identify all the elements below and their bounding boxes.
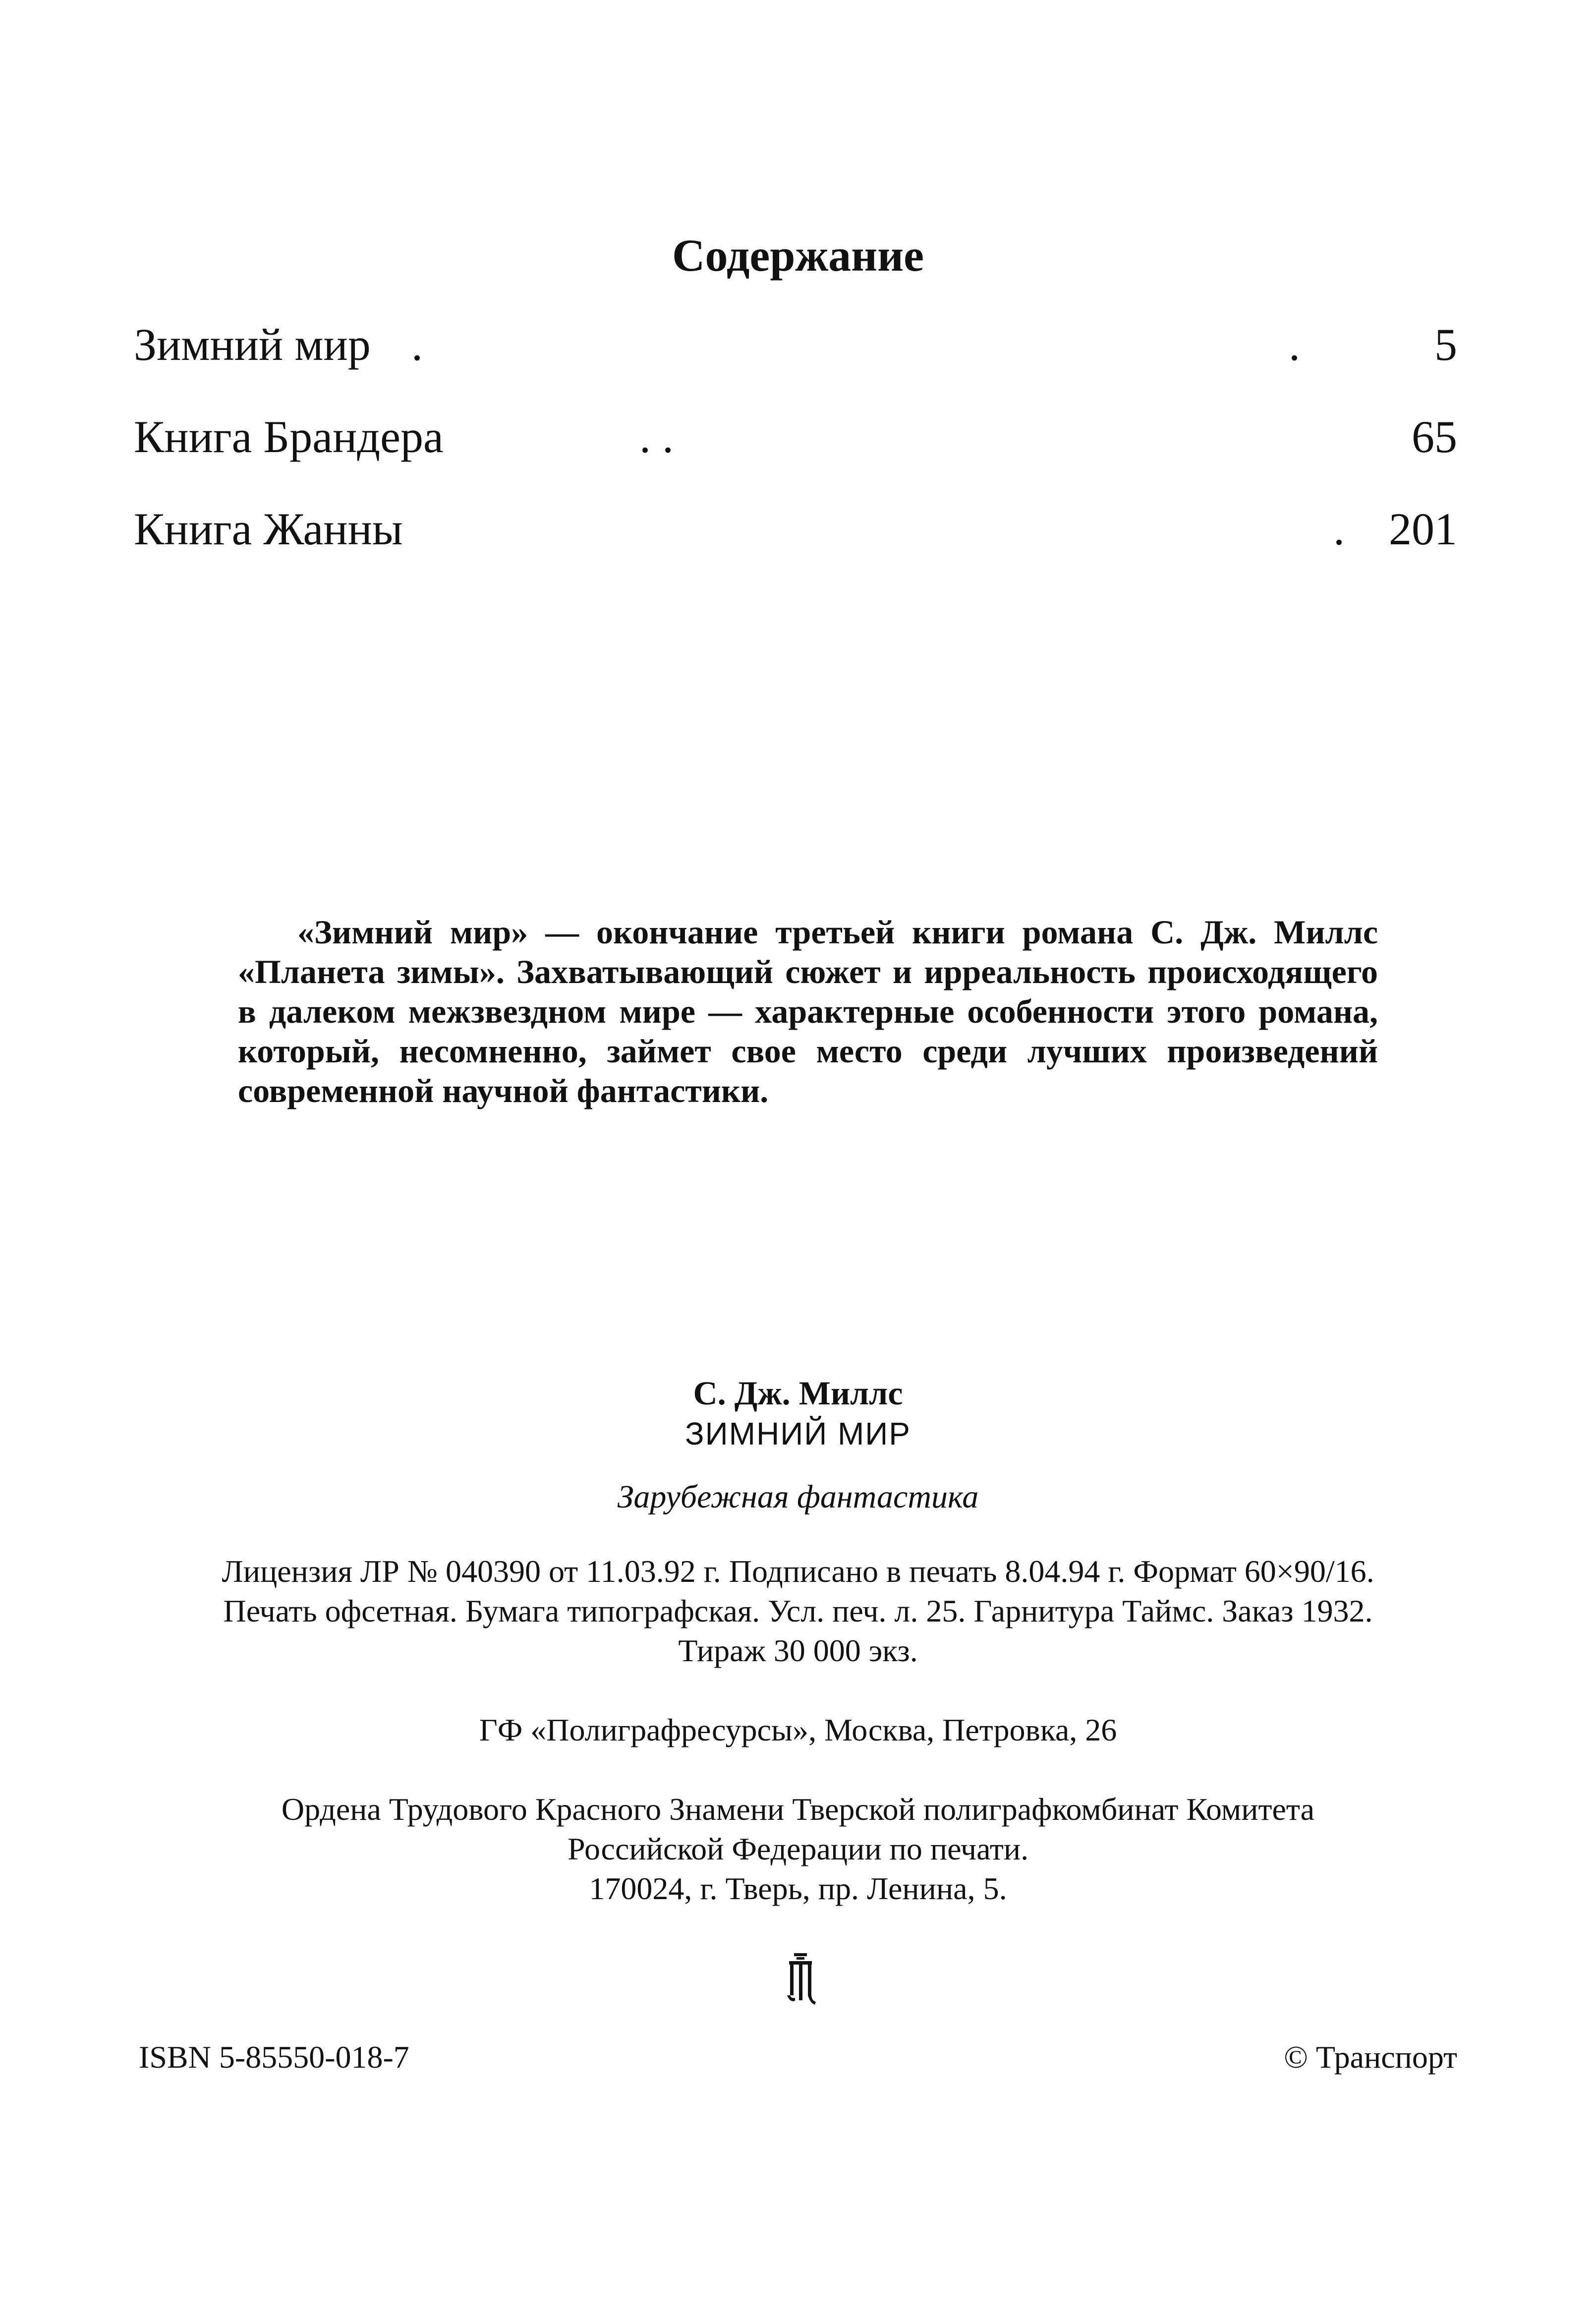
imprint-printer-line: Российской Федерации по печати. [567, 1831, 1029, 1866]
toc-entry-label: Зимний мир [134, 319, 371, 370]
imprint-printer-line: 170024, г. Тверь, пр. Ленина, 5. [589, 1871, 1007, 1906]
toc-entry-label: Книга Жанны [134, 504, 403, 554]
toc-leader: . . [639, 411, 674, 462]
imprint-specs [0, 1552, 1596, 1671]
imprint-specs-line: Печать офсетная. Бумага типографская. Усл. печ. л. 25. Гарнитура Таймс. Заказ 1932. [223, 1593, 1373, 1628]
table-of-contents [134, 317, 1457, 594]
imprint-printer [0, 1790, 1596, 1909]
toc-entry [134, 409, 1457, 464]
imprint-author: С. Дж. Миллс [693, 1374, 903, 1412]
imprint-publisher: ГФ «Полиграфресурсы», Москва, Петровка, 26 [479, 1712, 1117, 1747]
toc-leader: . [411, 319, 423, 370]
imprint-series: Зарубежная фантастика [617, 1479, 979, 1515]
toc-entry-page: 65 [1412, 411, 1457, 462]
toc-entry-page: 5 [1434, 319, 1457, 370]
toc-title: Содержание [672, 230, 924, 281]
toc-entry-page: 201 [1389, 504, 1457, 554]
toc-leader: . [1289, 319, 1300, 370]
toc-entry [134, 502, 1457, 556]
isbn-number: ISBN 5-85550-018-7 [139, 2039, 409, 2075]
imprint-printer-line: Ордена Трудового Красного Знамени Тверской полиграфкомбинат Комитета [281, 1792, 1315, 1827]
toc-leader: . [1333, 504, 1345, 554]
toc-entry [134, 317, 1457, 372]
imprint-book-title: ЗИМНИЙ МИР [685, 1416, 911, 1451]
toc-entry-label: Книга Брандера [134, 411, 444, 462]
imprint-specs-line: Тираж 30 000 экз. [678, 1633, 918, 1668]
copyright-notice: © Транспорт [1284, 2039, 1457, 2075]
book-annotation: «Зимний мир» — окончание третьей книги романа С. Дж. Миллс «Планета зимы». Захватывающий сюжет и ирреальность происходящего в далеком межзвездном мире — характерные особенности этого романа, который, несомненно, займет свое место среди лучших произведений современной научной фантастики. [238, 913, 1378, 1109]
imprint-specs-line: Лицензия ЛР № 040390 от 11.03.92 г. Подписано в печать 8.04.94 г. Формат 60×90/16. [222, 1554, 1374, 1589]
printer-mark-icon [783, 1953, 818, 2008]
